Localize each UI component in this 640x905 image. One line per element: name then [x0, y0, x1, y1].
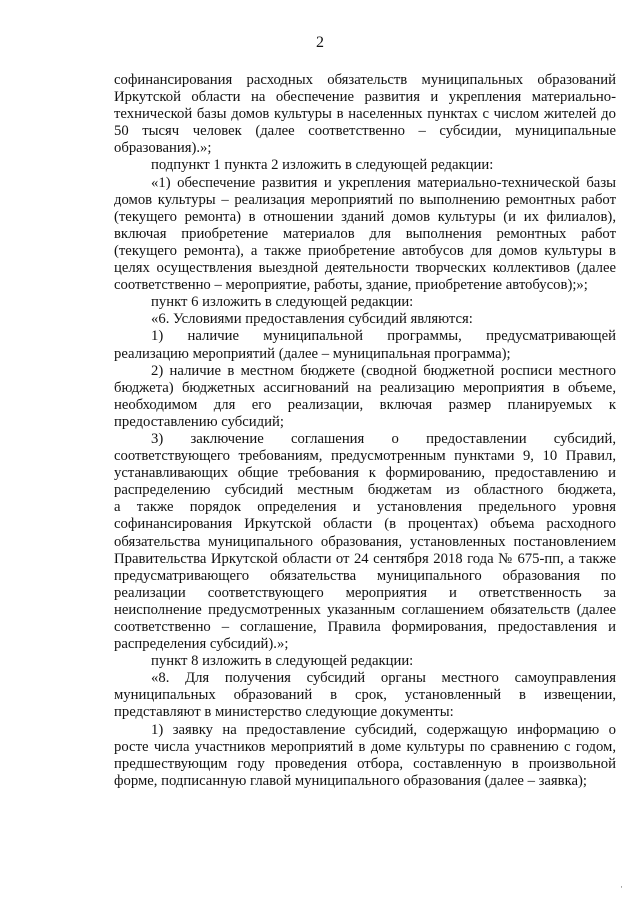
text-line: 50 тысяч человек (далее соответственно – субсидии, муниципальные — [114, 123, 616, 140]
text-line: устанавливающих общие требования к формированию, предоставлению и — [114, 465, 616, 482]
paragraph — [114, 72, 616, 157]
text-line: домов культуры – реализация мероприятий по выполнению ремонтных работ — [114, 191, 616, 208]
scan-mark: · — [620, 882, 623, 892]
text-line: муниципальных образований в срок, установленный в извещении, — [114, 687, 616, 704]
text-line: софинансирования Иркутской области (в процентах) объема расходного — [114, 516, 616, 533]
paragraph — [114, 328, 616, 362]
text-line: Правительства Иркутской области от 24 сентября 2018 года № 675-пп, а также — [114, 550, 616, 567]
text-line: 1) заявку на предоставление субсидий, содержащую информацию о — [151, 721, 616, 738]
text-line: обязательства муниципального образования, установленных постановлением — [114, 533, 616, 550]
paragraph — [114, 363, 616, 431]
paragraph — [114, 722, 616, 790]
paragraph — [114, 670, 616, 721]
paragraph — [114, 175, 616, 295]
text-line: а также порядок определения и установления предельного уровня — [114, 499, 616, 516]
text-line: соответствующего требованиям, предусмотренным пунктами 9, 10 Правил, — [114, 448, 616, 465]
text-line: 1) наличие муниципальной программы, предусматривающей — [151, 328, 616, 345]
text-line: (текущего ремонта) в отношении зданий домов культуры (и их филиалов), — [114, 208, 616, 225]
text-line: «8. Для получения субсидий органы местного самоуправления — [151, 670, 616, 687]
paragraph — [114, 311, 616, 328]
text-line: Иркутской области на обеспечение развития и укрепления материально- — [114, 89, 616, 106]
text-line: технической базы домов культуры в населенных пунктах с числом жителей до — [114, 106, 616, 123]
text-line: пункт 8 изложить в следующей редакции: — [151, 653, 414, 670]
text-line: предшествующим году проведения отбора, составленную в произвольной — [114, 755, 616, 772]
text-line: соответственно – соглашение, Правила формирования, предоставления и — [114, 619, 616, 635]
text-line: включая приобретение материалов для выполнения ремонтных работ — [114, 225, 616, 242]
text-line: подпункт 1 пункта 2 изложить в следующей редакции: — [151, 157, 494, 174]
text-line: предоставлению субсидий; — [114, 413, 284, 430]
text-line: реализацию мероприятий (далее – муниципальная программа); — [114, 345, 511, 362]
text-line: распределению субсидий местным бюджетам из областного бюджета, — [114, 482, 616, 499]
text-line: предусматривающего обязательства муниципального образования по — [114, 567, 616, 584]
paragraph — [114, 157, 616, 174]
text-line: росте числа участников мероприятий в доме культуры по сравнению с годом, — [114, 738, 616, 755]
text-line: неисполнение предусмотренных указанным соглашением обязательств (далее — [114, 601, 616, 618]
text-line: «1) обеспечение развития и укрепления материально-технической базы — [151, 174, 616, 191]
page-number: 2 — [316, 34, 324, 51]
paragraph — [114, 294, 616, 311]
text-line: распределения субсидий).»; — [114, 636, 289, 653]
text-line: софинансирования расходных обязательств муниципальных образований — [114, 72, 616, 88]
document-body — [114, 72, 616, 790]
text-line: форме, подписанную главой муниципального образования (далее – заявка); — [114, 772, 587, 789]
text-line: 3) заключение соглашения о предоставлении субсидий, — [151, 430, 616, 447]
text-line: необходимом для его реализации, включая размер планируемых к — [114, 396, 616, 413]
text-line: пункт 6 изложить в следующей редакции: — [151, 294, 414, 311]
text-line: «6. Условиями предоставления субсидий являются: — [151, 311, 473, 328]
text-line: бюджета) бюджетных ассигнований на реализацию мероприятия в объеме, — [114, 379, 616, 396]
text-line: соответственно – мероприятие, работы, здание, приобретение автобусов);»; — [114, 277, 588, 294]
paragraph — [114, 431, 616, 653]
text-line: 2) наличие в местном бюджете (сводной бюджетной росписи местного — [151, 362, 616, 379]
text-line: реализации соответствующего мероприятия и ответственность за — [114, 584, 616, 601]
text-line: образования).»; — [114, 140, 212, 157]
paragraph — [114, 653, 616, 670]
text-line: представляют в министерство следующие документы: — [114, 704, 454, 721]
text-line: (текущего ремонта), а также приобретение автобусов для домов культуры в — [114, 242, 616, 259]
text-line: целях осуществления выездной деятельности творческих коллективов (далее — [114, 260, 616, 277]
